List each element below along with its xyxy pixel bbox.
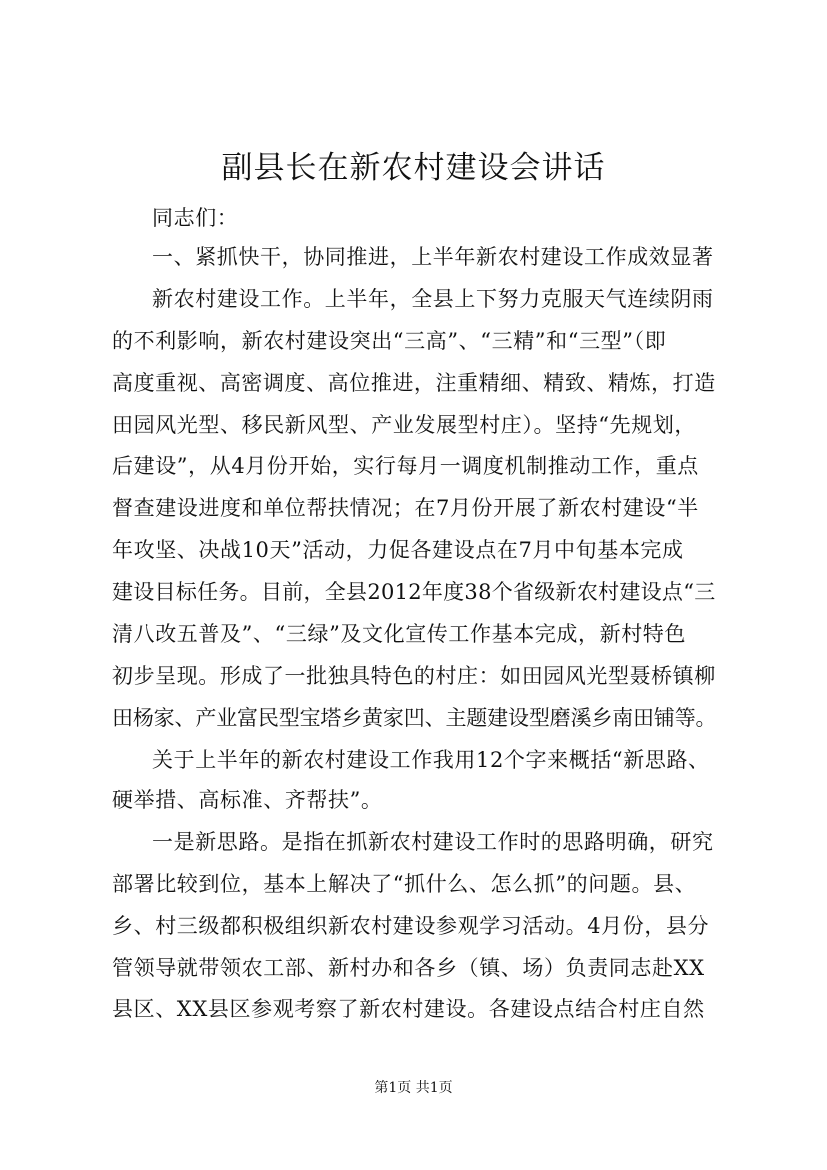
paragraph-line: 清八改五普及”、“三绿”及文化宣传工作基本完成，新村特色 bbox=[112, 622, 687, 646]
paragraph-line: 高度重视、高密调度、高位推进，注重精细、精致、精炼，打造 bbox=[112, 371, 716, 395]
paragraph-line: 田杨家、产业富民型宝塔乡黄家凹、主题建设型磨溪乡南田铺等。 bbox=[112, 706, 717, 730]
paragraph-line: 硬举措、高标准、齐帮扶”。 bbox=[112, 788, 383, 812]
page-footer: 第1页 共1页 bbox=[374, 1080, 453, 1096]
paragraph-line: 县区、XX县区参观考察了新农村建设。各建设点结合村庄自然 bbox=[112, 997, 705, 1021]
paragraph-line: 新农村建设工作。上半年，全县上下努力克服天气连续阴雨 bbox=[152, 287, 714, 311]
paragraph-line: 同志们： bbox=[152, 206, 239, 230]
paragraph-line: 关于上半年的新农村建设工作我用12个字来概括“新思路、 bbox=[152, 748, 710, 772]
paragraph-line: 后建设”，从4月份开始，实行每月一调度机制推动工作，重点 bbox=[112, 454, 699, 478]
paragraph-line: 一、紧抓快干，协同推进，上半年新农村建设工作成效显著 bbox=[152, 245, 714, 269]
paragraph-line: 建设目标任务。目前，全县2012年度38个省级新农村建设点“三 bbox=[112, 580, 716, 604]
document-title: 副县长在新农村建设会讲话 bbox=[221, 150, 606, 186]
paragraph-line: 年攻坚、决战10天”活动，力促各建设点在7月中旬基本完成 bbox=[112, 538, 684, 562]
paragraph-line: 管领导就带领农工部、新村办和各乡（镇、场）负责同志赴XX bbox=[112, 956, 705, 980]
paragraph-line: 一是新思路。是指在抓新农村建设工作时的思路明确，研究 bbox=[152, 830, 714, 854]
paragraph-line: 的不利影响，新农村建设突出“三高”、“三精”和“三型”（即 bbox=[112, 329, 667, 353]
paragraph-line: 部署比较到位，基本上解决了“抓什么、怎么抓”的问题。县、 bbox=[112, 872, 697, 896]
paragraph-line: 督查建设进度和单位帮扶情况；在7月份开展了新农村建设“半 bbox=[112, 496, 699, 520]
paragraph-line: 乡、村三级都积极组织新农村建设参观学习活动。4月份，县分 bbox=[112, 914, 710, 938]
paragraph-line: 田园风光型、移民新风型、产业发展型村庄）。坚持“先规划， bbox=[112, 413, 697, 437]
paragraph-line: 初步呈现。形成了一批独具特色的村庄：如田园风光型聂桥镇柳 bbox=[112, 664, 716, 688]
